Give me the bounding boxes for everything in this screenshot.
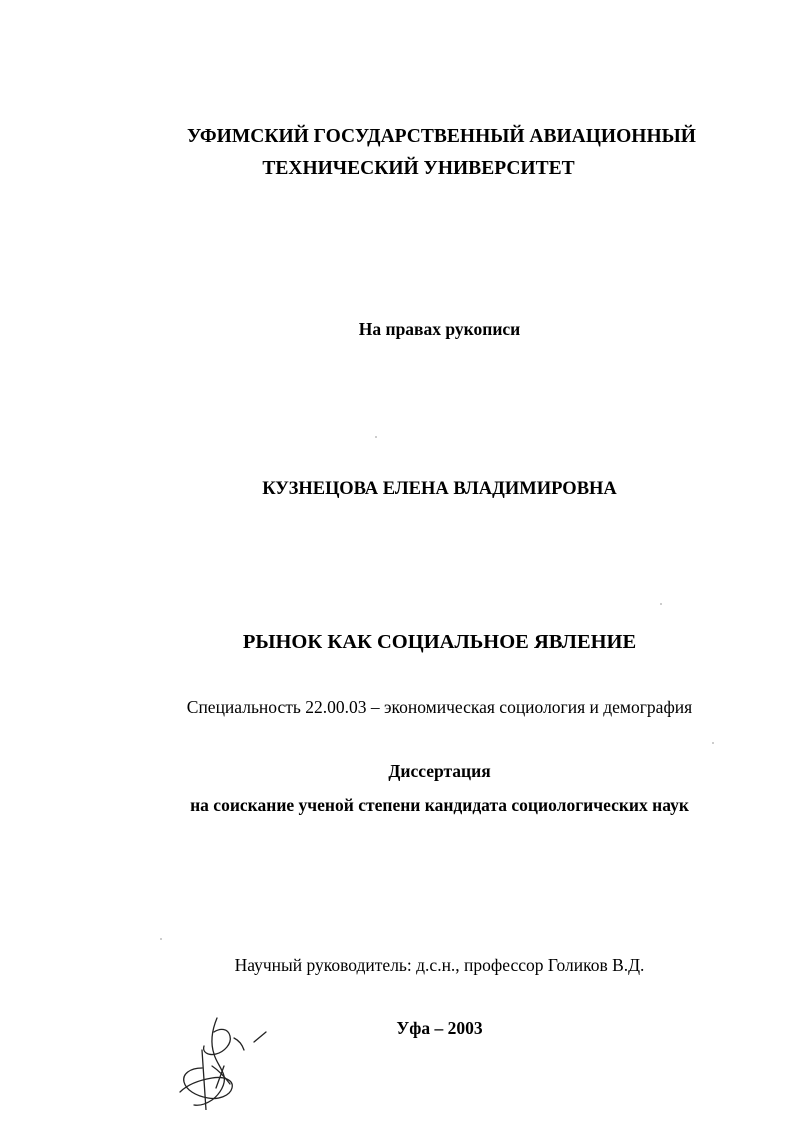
dissertation-title: РЫНОК КАК СОЦИАЛЬНОЕ ЯВЛЕНИЕ (242, 631, 637, 653)
author-name: КУЗНЕЦОВА ЕЛЕНА ВЛАДИМИРОВНА (262, 479, 617, 499)
city-and-year: Уфа – 2003 (396, 1018, 483, 1038)
scan-speck (375, 436, 377, 438)
dissertation-purpose: на соискание ученой степени кандидата социологических наук (190, 795, 689, 815)
dissertation-heading: Диссертация (388, 761, 491, 781)
manuscript-rights-note: На правах рукописи (358, 319, 521, 339)
university-name-line-2: ТЕХНИЧЕСКИЙ УНИВЕРСИТЕТ (262, 158, 575, 179)
handwritten-signature-icon (172, 1010, 282, 1110)
specialty-line: Специальность 22.00.03 – экономическая социология и демография (186, 697, 693, 717)
scan-speck (660, 603, 662, 605)
university-name-line-1: УФИМСКИЙ ГОСУДАРСТВЕННЫЙ АВИАЦИОННЫЙ (187, 126, 696, 147)
scan-speck (160, 938, 162, 940)
scan-speck (712, 742, 714, 744)
scientific-supervisor: Научный руководитель: д.с.н., профессор Голиков В.Д. (234, 955, 645, 975)
